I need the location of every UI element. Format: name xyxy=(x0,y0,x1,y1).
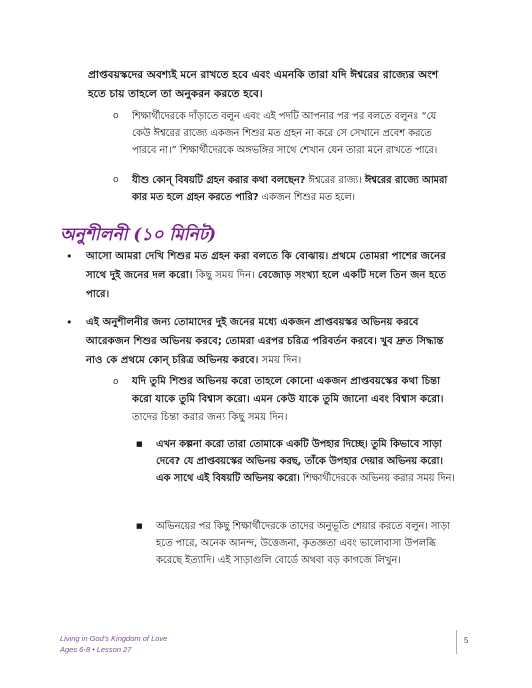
intro-paragraph: প্রাপ্তবয়স্কদের অবশ্যই মনে রাখতে হবে এবং এমনকি তারা যদি ঈশ্বরের রাজ্যের অংশ হতে চায় তাহলে তা অনুকরন করতে হবে। xyxy=(88,69,439,100)
bullet-instruction: সময় দিন। xyxy=(258,355,302,366)
sub-point-question xyxy=(113,172,452,206)
answer-one: ঈশ্বরের রাজ্য। xyxy=(305,175,365,186)
bullet-bold-text: আসো আমরা দেখি শিশুর মত গ্রহন করা বলতে কি বোঝায়। প্রথমে তোমরা পাশের জনের সাথে দুই জনের দল করো। xyxy=(86,251,446,281)
page-number: 5 xyxy=(464,636,469,645)
sub-point-lead: শিক্ষার্থীদেরকে দাঁড়াতে বলুন এবং এই পদটি আপনার পর পর বলতে বলুনঃ “যে কেউ xyxy=(132,111,437,139)
sub-point-text: ঈশ্বরের রাজ্যে একজন শিশুর মত গ্রহন না করে সে সেখানে প্রবেশ করতে পারবে না।” শিক্ষার্থীদেরকে অঙ্গভঙ্গির সাথে শেখান যেন তারা মনে রাখতে পারে। xyxy=(132,128,438,156)
square-bullet-icon: ■ xyxy=(136,440,143,448)
footer-divider xyxy=(456,630,457,654)
footer-subtitle: Ages 6-8 • Lesson 27 xyxy=(60,645,132,654)
bullet-pairs xyxy=(66,247,452,304)
sub-point-verse-gesture xyxy=(113,108,452,159)
square-instruction: শিক্ষার্থীদেরকে অভিনয় করার সময় দিন। xyxy=(299,473,455,484)
nested-instruction: তাদের চিন্তা করার জন্য কিছু সময় দিন। xyxy=(132,412,288,423)
bullet-instruction: কিছু সময় দিন। xyxy=(192,270,259,281)
circle-bullet-icon: o xyxy=(113,377,119,387)
footer-lesson-info xyxy=(60,633,167,655)
square-point-share xyxy=(136,518,456,569)
square-bullet-icon: ■ xyxy=(136,522,143,530)
bullet-dot-icon: • xyxy=(66,316,73,329)
question-one: যীশু কোন্ বিষয়টি গ্রহন করার কথা বলছেন? xyxy=(132,175,306,186)
answer-two: একজন শিশুর মত হলে। xyxy=(258,192,356,203)
bullet-dot-icon: • xyxy=(66,250,73,263)
square-point-gift xyxy=(136,436,456,487)
circle-bullet-icon: o xyxy=(113,111,119,121)
bullet-bold-text-2: বেজোড় সংখ্যা হলে একটি দলে তিন জন হতে পারে। xyxy=(86,270,447,300)
circle-bullet-icon: o xyxy=(113,175,119,185)
footer-title: Living in God's Kingdom of Love xyxy=(60,634,168,643)
square-bold-text: এখন কল্পনা করো তারা তোমাকে একটি উপহার দিচ্ছে। তুমি কিভাবে সাড়া দেবে? যে প্রাপ্তবয়স্কের অভিনয় করছ, তাঁকে উপহার দেয়ার অভিনয় করো। এক সাথে এই বিষয়টি অভিনয় করো। xyxy=(156,439,443,484)
square-text: অভিনয়ের পর কিছু শিক্ষার্থীদেরকে তাদের অনুভূতি শেয়ার করতে বলুন। সাড়া হতে পারে, অনেক আনন্দ, উত্তেজনা, কৃতজ্ঞতা এবং ভালোবাসা উপলব্ধি করেছে ইত্যাদি। এই সাড়াগুলি বোর্ডে অথবা বড় কাগজে লিখুন। xyxy=(156,521,450,566)
bullet-bold-text: এই অনুশীলনীর জন্য তোমাদের দুই জনের মধ্যে একজন প্রাপ্তবয়স্কর অভিনয় করবে আরেকজন শিশুর অভিনয় করবে; তোমরা এরপর চরিত্র পরিবর্তন করবে। খুব দ্রুত সিদ্ধান্ত নাও কে প্রথমে কোন্ চরিত্র অভিনয় করবে। xyxy=(86,317,444,366)
bullet-roles xyxy=(66,313,452,370)
nested-point-child xyxy=(113,373,462,427)
question-two: ঈশ্বরের রাজ্যে আমরা কার মত হলে গ্রহন করতে পারি? xyxy=(132,175,448,203)
section-heading: অনুশীলনী (১০ মিনিট) xyxy=(60,225,217,245)
nested-bold-text: যদি তুমি শিশুর অভিনয় করো তাহলে কোনো একজন প্রাপ্তবয়স্কের কথা চিন্তা করো যাকে তুমি বিশ্বাস করো। এমন কেউ যাকে তুমি জানো এবং বিশ্বাস করো। xyxy=(132,376,444,405)
